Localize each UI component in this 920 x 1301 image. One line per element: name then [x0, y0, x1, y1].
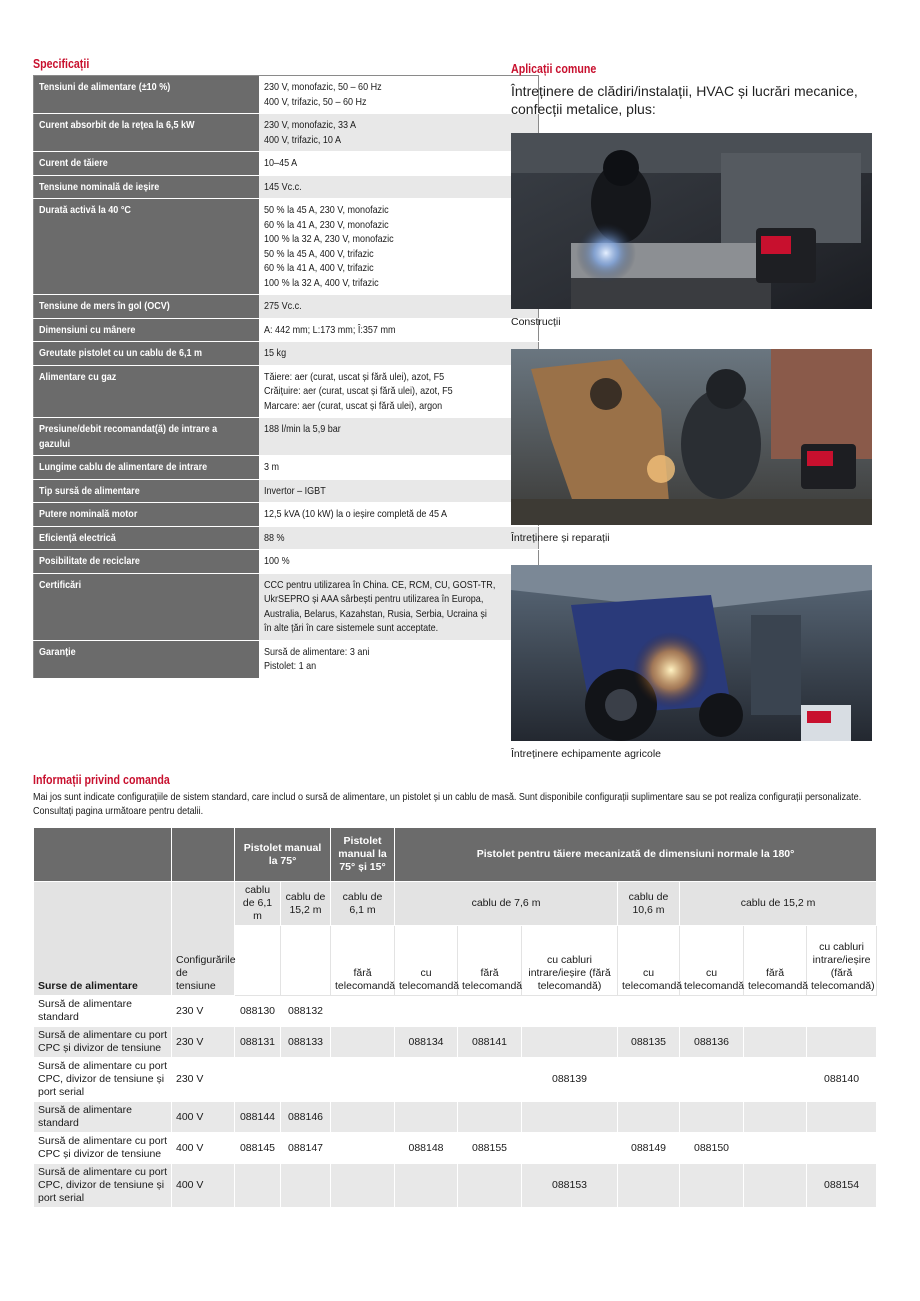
- spec-value-line: A: 442 mm; L:173 mm; Î:357 mm: [264, 323, 396, 336]
- spec-value-line: Australia, Belarus, Kazahstan, Rusia, Serbia, Ucraina și: [264, 607, 487, 620]
- order-part-number: 088140: [807, 1058, 877, 1102]
- order-part-number: 088154: [807, 1164, 877, 1208]
- spec-row: [34, 76, 539, 114]
- order-part-number: 088148: [395, 1133, 458, 1164]
- caption-construction: Construcții: [511, 316, 561, 328]
- header-cable-7-6: cablu de 7,6 m: [395, 882, 618, 926]
- spec-row: [34, 365, 539, 418]
- header-power-supplies: Surse de alimentare: [34, 882, 172, 996]
- spec-value: [259, 503, 539, 527]
- header-voltage-config: Configurările de tensiune: [172, 882, 235, 996]
- spec-row: [34, 418, 539, 456]
- spec-value-line: 275 Vc.c.: [264, 300, 302, 312]
- spec-value: [259, 456, 539, 480]
- order-part-number: [235, 1164, 281, 1208]
- spec-value-line: 50 % la 45 A, 230 V, monofazic: [264, 204, 389, 216]
- header-cable-6-1-b: cablu de 6,1 m: [331, 882, 395, 926]
- header-no-remote-b: fără telecomandă: [458, 926, 522, 996]
- order-part-number: [744, 1027, 807, 1058]
- order-part-number: [807, 1133, 877, 1164]
- spec-value: [259, 175, 539, 199]
- order-part-number: 088131: [235, 1027, 281, 1058]
- spec-value: [259, 640, 539, 678]
- spec-value: [259, 342, 539, 366]
- spec-row: [34, 152, 539, 176]
- spec-value-line: Pistolet: 1 an: [264, 660, 317, 672]
- header-manual-torch: Pistolet manual la 75°: [235, 828, 331, 882]
- spec-row: [34, 114, 539, 152]
- order-part-number: [281, 1058, 331, 1102]
- photo-maintenance: [511, 349, 872, 525]
- order-voltage: 400 V: [172, 1133, 235, 1164]
- order-part-number: 088133: [281, 1027, 331, 1058]
- order-part-number: [807, 1027, 877, 1058]
- spec-value-line: 230 V, monofazic, 33 A: [264, 119, 357, 131]
- spec-row: [34, 550, 539, 574]
- order-power-supply: Sursă de alimentare cu port CPC și divizor de tensiune: [34, 1027, 172, 1058]
- spec-value: [259, 318, 539, 342]
- order-part-number: [744, 1102, 807, 1133]
- spec-value-line: 50 % la 45 A, 400 V, trifazic: [264, 247, 374, 260]
- spec-row: [34, 573, 539, 640]
- spec-value-line: 100 % la 32 A, 230 V, monofazic: [264, 233, 394, 245]
- spec-key: Curent absorbit de la rețea la 6,5 kW: [34, 114, 260, 152]
- header-manual-torch-75-15: Pistolet manual la 75° și 15°: [331, 828, 395, 882]
- order-part-number: [680, 1164, 744, 1208]
- spec-value-line: 100 % la 32 A, 400 V, trifazic: [264, 276, 379, 289]
- order-power-supply: Sursă de alimentare cu port CPC și divizor de tensiune: [34, 1133, 172, 1164]
- order-voltage: 230 V: [172, 1058, 235, 1102]
- spec-value-line: 230 V, monofazic, 50 – 60 Hz: [264, 81, 382, 93]
- header-cable-6-1: cablu de 6,1 m: [235, 882, 281, 926]
- header-io-cables-a: cu cabluri intrare/ieșire (fără telecomandă): [522, 926, 618, 996]
- spec-row: [34, 199, 539, 295]
- spec-row: [34, 175, 539, 199]
- order-row: [34, 1058, 877, 1102]
- order-row: [34, 1027, 877, 1058]
- spec-heading: Specificații: [33, 56, 90, 71]
- header-with-remote-b: cu telecomandă: [618, 926, 680, 996]
- spec-value: [259, 479, 539, 503]
- spec-value-line: 145 Vc.c.: [264, 180, 302, 193]
- order-part-number: [458, 996, 522, 1027]
- order-part-number: [458, 1102, 522, 1133]
- spec-key: Lungime cablu de alimentare de intrare: [34, 456, 260, 480]
- header-cable-10-6: cablu de 10,6 m: [618, 882, 680, 926]
- spec-value-line: 15 kg: [264, 347, 287, 359]
- header-no-remote-a: fără telecomandă: [331, 926, 395, 996]
- spec-key: Eficiență electrică: [34, 526, 260, 550]
- spec-value-line: 400 V, trifazic, 10 A: [264, 133, 341, 146]
- order-part-number: [744, 1133, 807, 1164]
- spec-key: Tip sursă de alimentare: [34, 479, 260, 503]
- order-power-supply: Sursă de alimentare cu port CPC, divizor de tensiune și port serial: [34, 1058, 172, 1102]
- spec-key: Durată activă la 40 °C: [34, 199, 260, 295]
- order-part-number: 088136: [680, 1027, 744, 1058]
- spec-table: [33, 75, 539, 679]
- order-power-supply: Sursă de alimentare cu port CPC, divizor de tensiune și port serial: [34, 1164, 172, 1208]
- spec-row: [34, 640, 539, 678]
- spec-row: [34, 479, 539, 503]
- order-part-number: 088134: [395, 1027, 458, 1058]
- spec-value: [259, 152, 539, 176]
- spec-value-line: CCC pentru utilizarea în China. CE, RCM, CU, GOST-TR,: [264, 578, 496, 591]
- order-part-number: [522, 1027, 618, 1058]
- spec-value: [259, 199, 539, 295]
- spec-value-line: 188 l/min la 5,9 bar: [264, 423, 341, 435]
- order-part-number: 088147: [281, 1133, 331, 1164]
- order-table: [33, 827, 877, 1208]
- order-part-number: 088139: [522, 1058, 618, 1102]
- header-with-remote-c: cu telecomandă: [680, 926, 744, 996]
- order-heading: Informații privind comanda: [33, 772, 170, 787]
- spec-value: [259, 550, 539, 574]
- spec-value-line: 60 % la 41 A, 400 V, trifazic: [264, 262, 374, 274]
- spec-key: Certificări: [34, 573, 260, 640]
- spec-value-line: 10–45 A: [264, 157, 298, 169]
- applications-heading: Aplicații comune: [511, 61, 597, 76]
- order-part-number: 088150: [680, 1133, 744, 1164]
- spec-value: [259, 295, 539, 319]
- header-machine-torch: Pistolet pentru tăiere mecanizată de dimensiuni normale la 180°: [395, 828, 877, 882]
- order-part-number: [680, 996, 744, 1027]
- spec-value-line: UkrSEPRO și AAA sârbești pentru utilizarea în Europa,: [264, 593, 484, 605]
- photo-construction: [511, 133, 872, 309]
- caption-maintenance: Întreținere și reparații: [511, 532, 610, 544]
- order-part-number: [807, 996, 877, 1027]
- spec-key: Curent de tăiere: [34, 152, 260, 176]
- order-part-number: 088130: [235, 996, 281, 1027]
- order-part-number: 088141: [458, 1027, 522, 1058]
- order-voltage: 230 V: [172, 996, 235, 1027]
- spec-value: [259, 418, 539, 456]
- order-part-number: [744, 996, 807, 1027]
- order-part-number: [281, 1164, 331, 1208]
- order-voltage: 400 V: [172, 1164, 235, 1208]
- spec-value-line: Marcare: aer (curat, uscat și fără ulei), argon: [264, 399, 443, 412]
- order-part-number: [522, 1102, 618, 1133]
- spec-row: [34, 318, 539, 342]
- caption-agricultural: Întreținere echipamente agricole: [511, 748, 662, 760]
- applications-description: Întreținere de clădiri/instalații, HVAC și lucrări mecanice, confecții metalice, plus:: [511, 83, 858, 117]
- spec-key: Tensiune de mers în gol (OCV): [34, 295, 260, 319]
- header-cable-15-2: cablu de 15,2 m: [281, 882, 331, 926]
- order-part-number: [522, 1133, 618, 1164]
- order-part-number: [331, 1164, 395, 1208]
- spec-row: [34, 342, 539, 366]
- order-part-number: [618, 996, 680, 1027]
- spec-key: Posibilitate de reciclare: [34, 550, 260, 574]
- order-part-number: 088155: [458, 1133, 522, 1164]
- order-row: [34, 996, 877, 1027]
- order-part-number: [744, 1058, 807, 1102]
- order-part-number: [331, 1102, 395, 1133]
- spec-value-line: Tăiere: aer (curat, uscat și fără ulei), azot, F5: [264, 370, 445, 383]
- header-with-remote-a: cu telecomandă: [395, 926, 458, 996]
- photo-agricultural: [511, 565, 872, 741]
- order-part-number: [395, 996, 458, 1027]
- order-part-number: [618, 1102, 680, 1133]
- spec-value-line: Sursă de alimentare: 3 ani: [264, 645, 370, 658]
- spec-value-line: 60 % la 41 A, 230 V, monofazic: [264, 218, 389, 231]
- order-part-number: 088149: [618, 1133, 680, 1164]
- order-part-number: [458, 1164, 522, 1208]
- spec-key: Putere nominală motor: [34, 503, 260, 527]
- spec-value: [259, 114, 539, 152]
- spec-key: Dimensiuni cu mânere: [34, 318, 260, 342]
- spec-key: Tensiuni de alimentare (±10 %): [34, 76, 260, 114]
- order-part-number: [807, 1102, 877, 1133]
- order-part-number: [680, 1058, 744, 1102]
- order-part-number: [458, 1058, 522, 1102]
- header-io-cables-b: cu cabluri intrare/ieșire (fără telecomandă): [807, 926, 877, 996]
- order-part-number: [618, 1058, 680, 1102]
- order-row: [34, 1164, 877, 1208]
- header-no-remote-c: fără telecomandă: [744, 926, 807, 996]
- spec-value-line: 3 m: [264, 461, 280, 473]
- order-row: [34, 1133, 877, 1164]
- spec-value-line: 12,5 kVA (10 kW) la o ieșire completă de 45 A: [264, 508, 448, 520]
- order-part-number: 088146: [281, 1102, 331, 1133]
- spec-key: Alimentare cu gaz: [34, 365, 260, 418]
- spec-value-line: 100 %: [264, 555, 290, 567]
- spec-value: [259, 365, 539, 418]
- spec-key: Tensiune nominală de ieșire: [34, 175, 260, 199]
- order-part-number: 088144: [235, 1102, 281, 1133]
- spec-row: [34, 295, 539, 319]
- spec-value: [259, 526, 539, 550]
- spec-value-line: Invertor – IGBT: [264, 484, 326, 497]
- order-part-number: [395, 1102, 458, 1133]
- order-row: [34, 1102, 877, 1133]
- order-part-number: [331, 1058, 395, 1102]
- spec-value: [259, 76, 539, 114]
- order-part-number: [618, 1164, 680, 1208]
- order-voltage: 400 V: [172, 1102, 235, 1133]
- spec-value-line: 88 %: [264, 531, 285, 544]
- order-power-supply: Sursă de alimentare standard: [34, 996, 172, 1027]
- spec-row: [34, 503, 539, 527]
- order-part-number: [395, 1164, 458, 1208]
- order-part-number: [744, 1164, 807, 1208]
- order-part-number: 088132: [281, 996, 331, 1027]
- spec-key: Greutate pistolet cu un cablu de 6,1 m: [34, 342, 260, 366]
- header-cable-15-2-b: cablu de 15,2 m: [680, 882, 877, 926]
- spec-key: Garanție: [34, 640, 260, 678]
- spec-key: Presiune/debit recomandat(ă) de intrare a gazului: [34, 418, 260, 456]
- order-part-number: [331, 1027, 395, 1058]
- order-part-number: 088153: [522, 1164, 618, 1208]
- order-part-number: 088135: [618, 1027, 680, 1058]
- spec-value-line: Crăițuire: aer (curat, uscat și fără ulei), azot, F5: [264, 385, 453, 397]
- order-part-number: [235, 1058, 281, 1102]
- spec-value-line: 400 V, trifazic, 50 – 60 Hz: [264, 95, 367, 108]
- spec-row: [34, 456, 539, 480]
- spec-value-line: în alte țări în care sistemele sunt acceptate.: [264, 622, 439, 634]
- order-part-number: [680, 1102, 744, 1133]
- spec-value: [259, 573, 539, 640]
- order-voltage: 230 V: [172, 1027, 235, 1058]
- order-part-number: 088145: [235, 1133, 281, 1164]
- order-part-number: [522, 996, 618, 1027]
- order-part-number: [331, 1133, 395, 1164]
- order-power-supply: Sursă de alimentare standard: [34, 1102, 172, 1133]
- order-part-number: [395, 1058, 458, 1102]
- spec-row: [34, 526, 539, 550]
- order-description: Mai jos sunt indicate configurațiile de sistem standard, care includ o sursă de alimentare, un pistolet și un cablu de masă. Sunt disponibile configurații suplimentare sau se pot realiza configurații personalizate. Consultați pagina următoare pentru detalii.: [33, 791, 862, 817]
- order-part-number: [331, 996, 395, 1027]
